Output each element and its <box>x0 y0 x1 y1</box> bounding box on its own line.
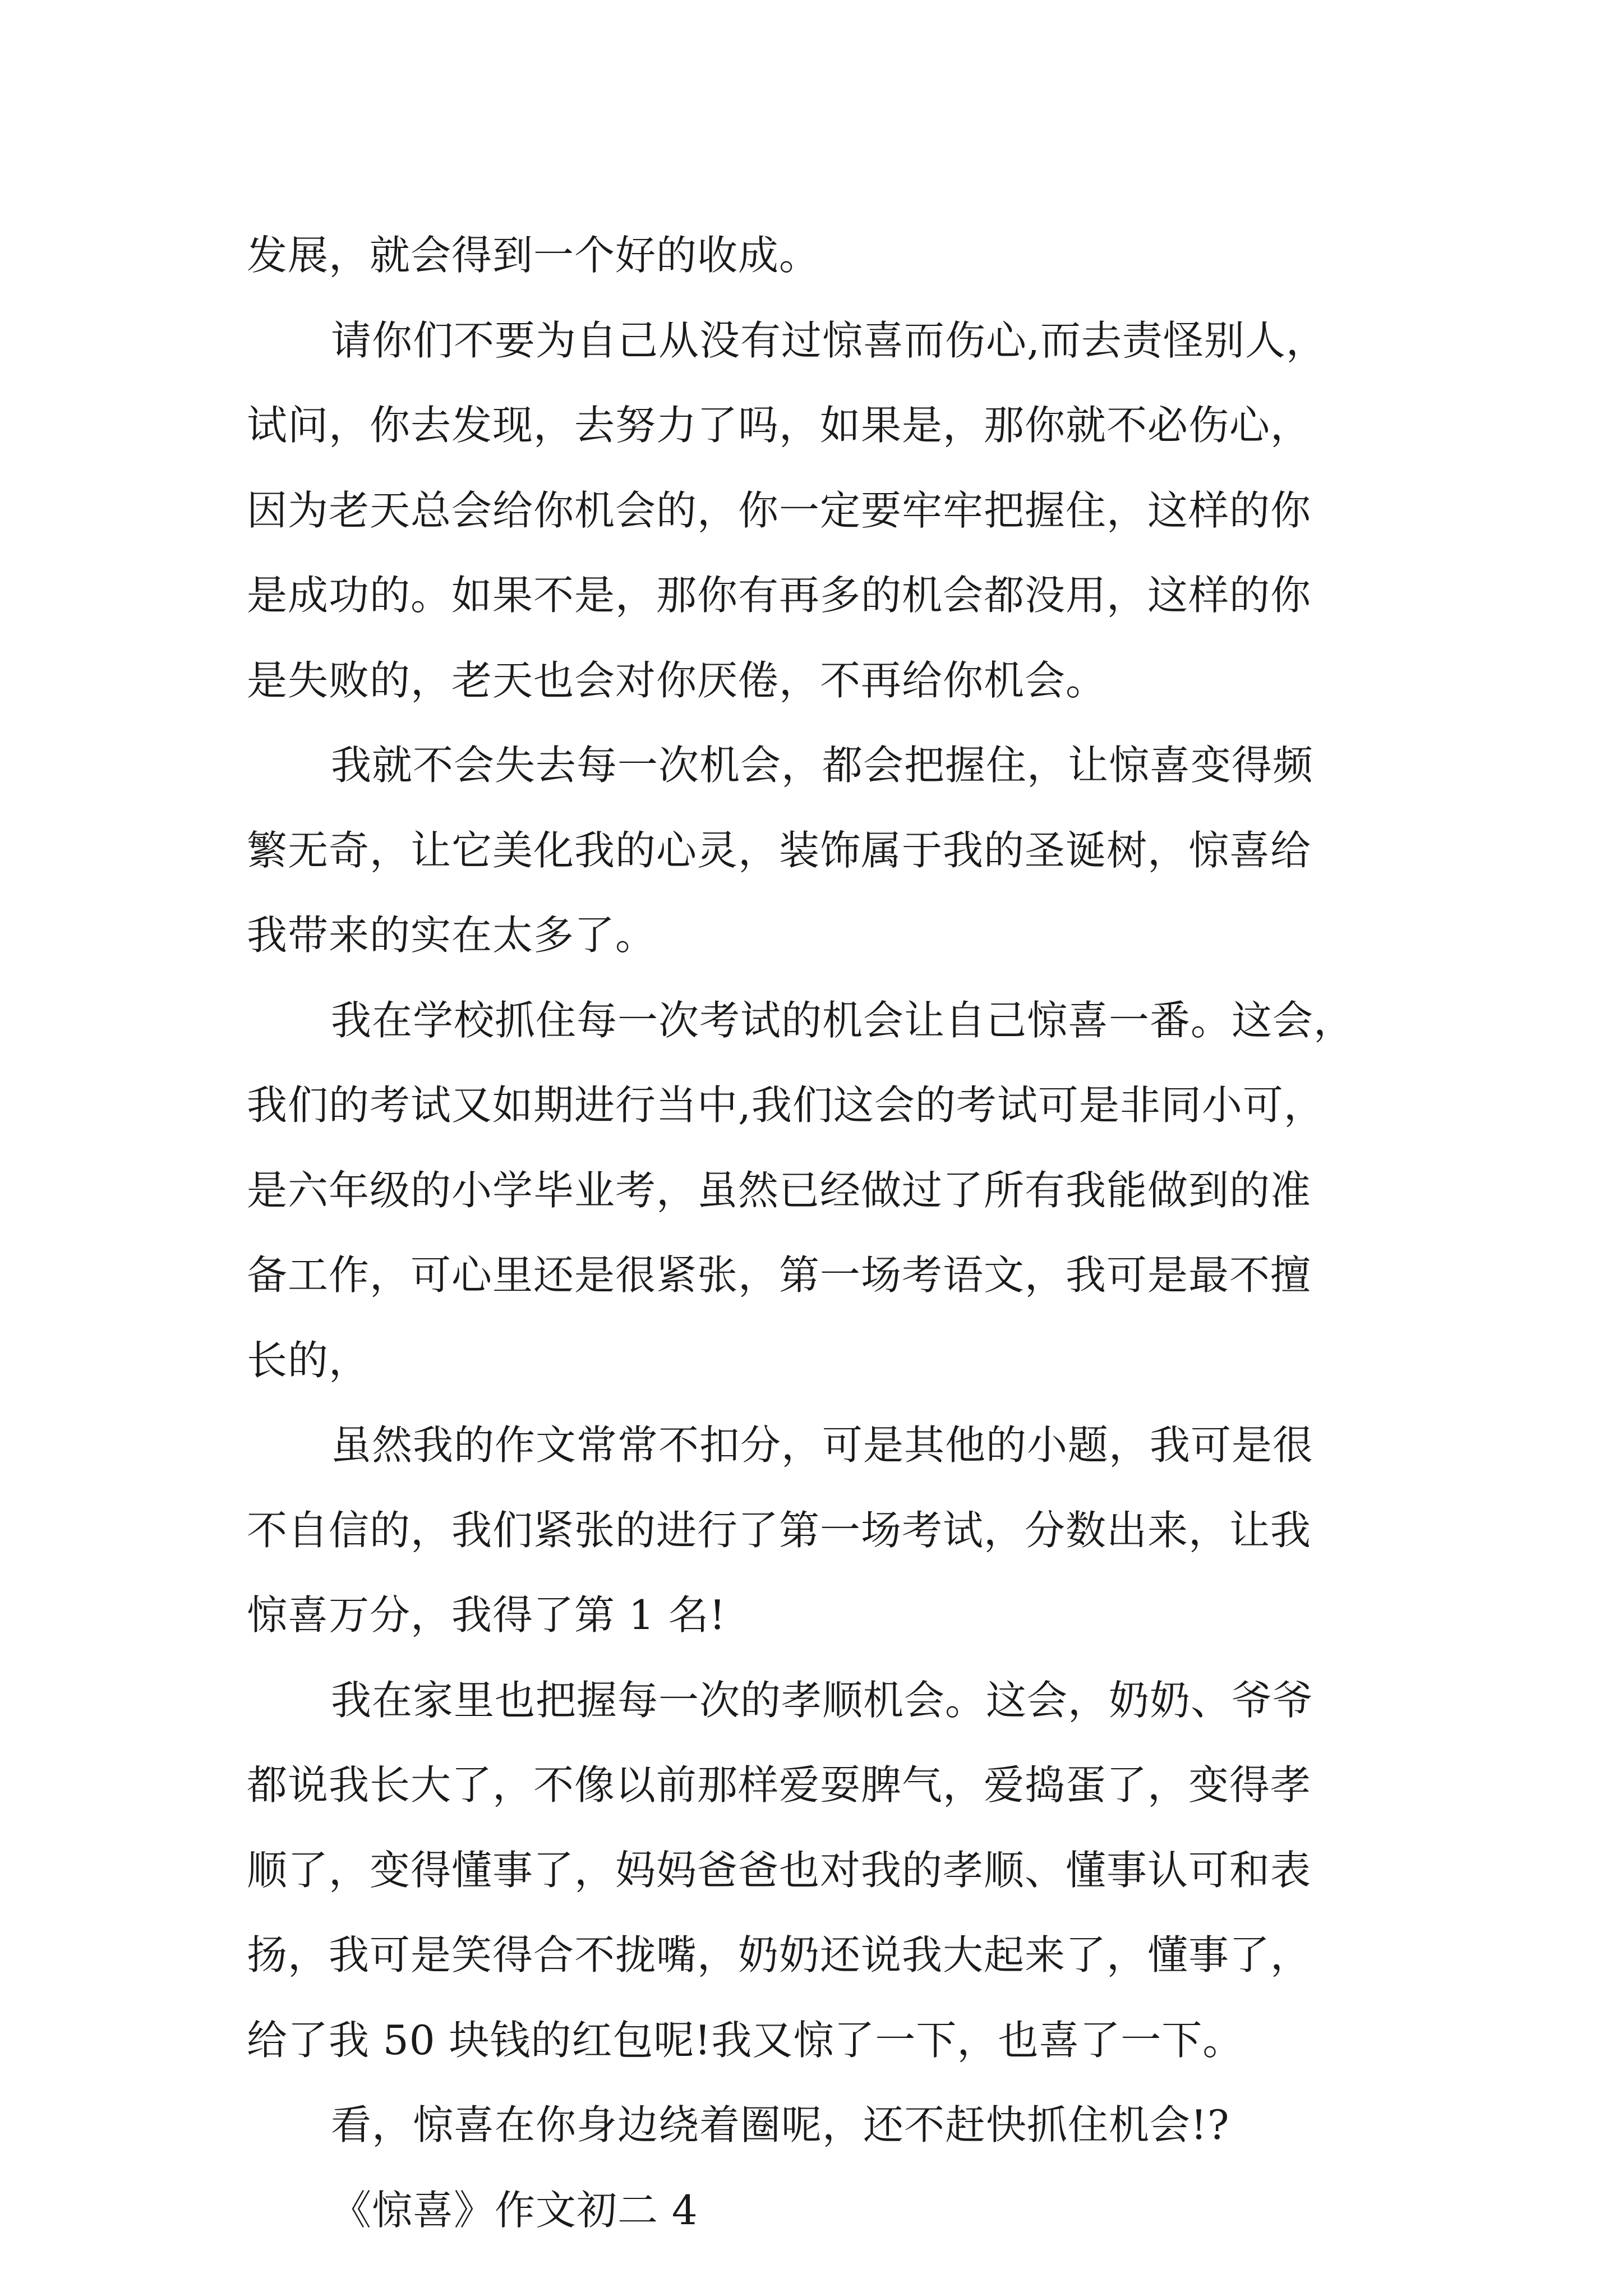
text-line: 给了我 50 块钱的红包呢!我又惊了一下，也喜了一下。 <box>247 2016 1244 2064</box>
text-line: 我带来的实在太多了。 <box>247 912 657 959</box>
text-line: 我们的考试又如期进行当中,我们这会的考试可是非同小可， <box>247 1082 1325 1129</box>
text-line: 我在学校抓住每一次考试的机会让自己惊喜一番。这会， <box>331 996 1355 1044</box>
text-line: 是失败的，老天也会对你厌倦，不再给你机会。 <box>247 656 1107 704</box>
text-line: 不自信的，我们紧张的进行了第一场考试，分数出来，让我 <box>247 1506 1312 1554</box>
text-line: 备工作，可心里还是很紧张，第一场考语文，我可是最不擅 <box>247 1251 1312 1299</box>
text-line: 我在家里也把握每一次的孝顺机会。这会，奶奶、爷爷 <box>331 1676 1314 1724</box>
section-heading: 《惊喜》作文初二 4 <box>331 2186 698 2234</box>
text-line: 惊喜万分，我得了第 1 名! <box>247 1591 726 1639</box>
text-line: 试问，你去发现，去努力了吗，如果是，那你就不必伤心， <box>247 402 1312 449</box>
text-line: 请你们不要为自己从没有过惊喜而伤心,而去责怪别人， <box>331 316 1327 364</box>
text-line: 繁无奇，让它美化我的心灵，装饰属于我的圣诞树，惊喜给 <box>247 826 1312 874</box>
text-line: 发展，就会得到一个好的收成。 <box>247 232 820 279</box>
text-line: 虽然我的作文常常不扣分，可是其他的小题，我可是很 <box>331 1421 1314 1469</box>
text-line: 顺了，变得懂事了，妈妈爸爸也对我的孝顺、懂事认可和表 <box>247 1846 1312 1894</box>
text-line: 是成功的。如果不是，那你有再多的机会都没用，这样的你 <box>247 572 1312 619</box>
text-line: 是六年级的小学毕业考，虽然已经做过了所有我能做到的准 <box>247 1166 1312 1214</box>
text-line: 因为老天总会给你机会的，你一定要牢牢把握住，这样的你 <box>247 486 1312 534</box>
text-line: 都说我长大了，不像以前那样爱耍脾气，爱捣蛋了，变得孝 <box>247 1761 1312 1809</box>
text-line: 看，惊喜在你身边绕着圈呢，还不赶快抓住机会!? <box>331 2101 1230 2148</box>
text-line: 长的， <box>247 1336 370 1384</box>
text-line: 扬，我可是笑得合不拢嘴，奶奶还说我大起来了，懂事了， <box>247 1931 1312 1978</box>
text-line: 我就不会失去每一次机会，都会把握住，让惊喜变得频 <box>331 742 1314 789</box>
essay-body <box>247 213 1430 2253</box>
